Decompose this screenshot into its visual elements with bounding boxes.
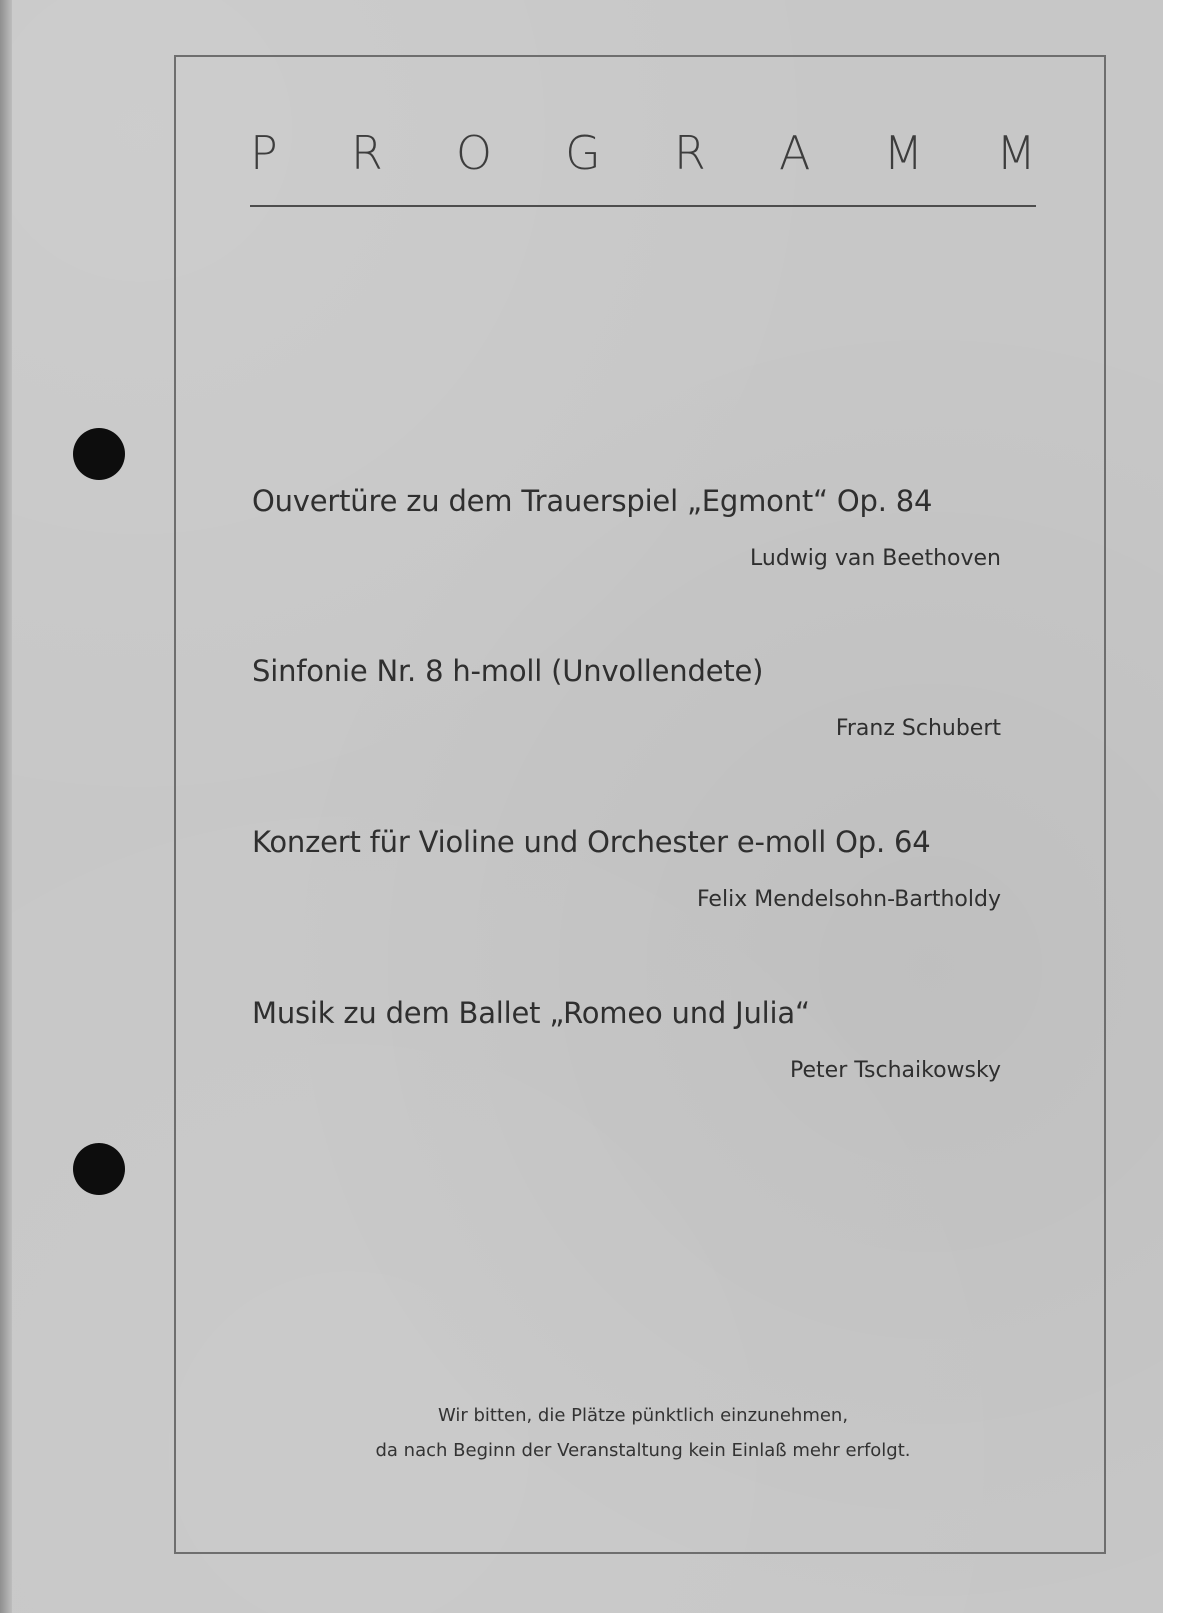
notice-line-2: da nach Beginn der Veranstaltung kein Einlaß mehr erfolgt.: [375, 1440, 911, 1461]
title-letter: A: [778, 126, 811, 180]
program-item-4-work: Musik zu dem Ballet „Romeo und Julia“: [252, 996, 810, 1030]
title-letter: R: [350, 126, 383, 180]
program-item-2-composer: Franz Schubert: [835, 716, 1001, 741]
page-edge-shadow: [0, 0, 12, 1613]
page-border-frame: [174, 55, 1106, 1554]
program-item-4-composer: Peter Tschaikowsky: [790, 1058, 1001, 1083]
title-letter: M: [883, 126, 924, 180]
punch-hole-top: [73, 428, 125, 480]
title-letter: M: [996, 126, 1036, 180]
program-item-2-work: Sinfonie Nr. 8 h-moll (Unvollendete): [252, 654, 764, 688]
program-item-1-composer: Ludwig van Beethoven: [750, 546, 1001, 571]
title-letter: P: [250, 126, 278, 180]
program-item-3-composer: Felix Mendelsohn-Bartholdy: [696, 887, 1001, 912]
title-underline: [250, 205, 1036, 207]
program-item-1-work: Ouvertüre zu dem Trauerspiel „Egmont“ Op. 84: [252, 484, 933, 518]
page-title: [250, 126, 1036, 180]
punch-hole-bottom: [73, 1143, 125, 1195]
program-item-3-work: Konzert für Violine und Orchester e-moll Op. 64: [252, 825, 931, 859]
title-letter: R: [673, 126, 706, 180]
title-letter: O: [455, 126, 493, 180]
notice-line-1: Wir bitten, die Plätze pünktlich einzunehmen,: [437, 1405, 849, 1426]
title-letter: G: [565, 126, 601, 180]
